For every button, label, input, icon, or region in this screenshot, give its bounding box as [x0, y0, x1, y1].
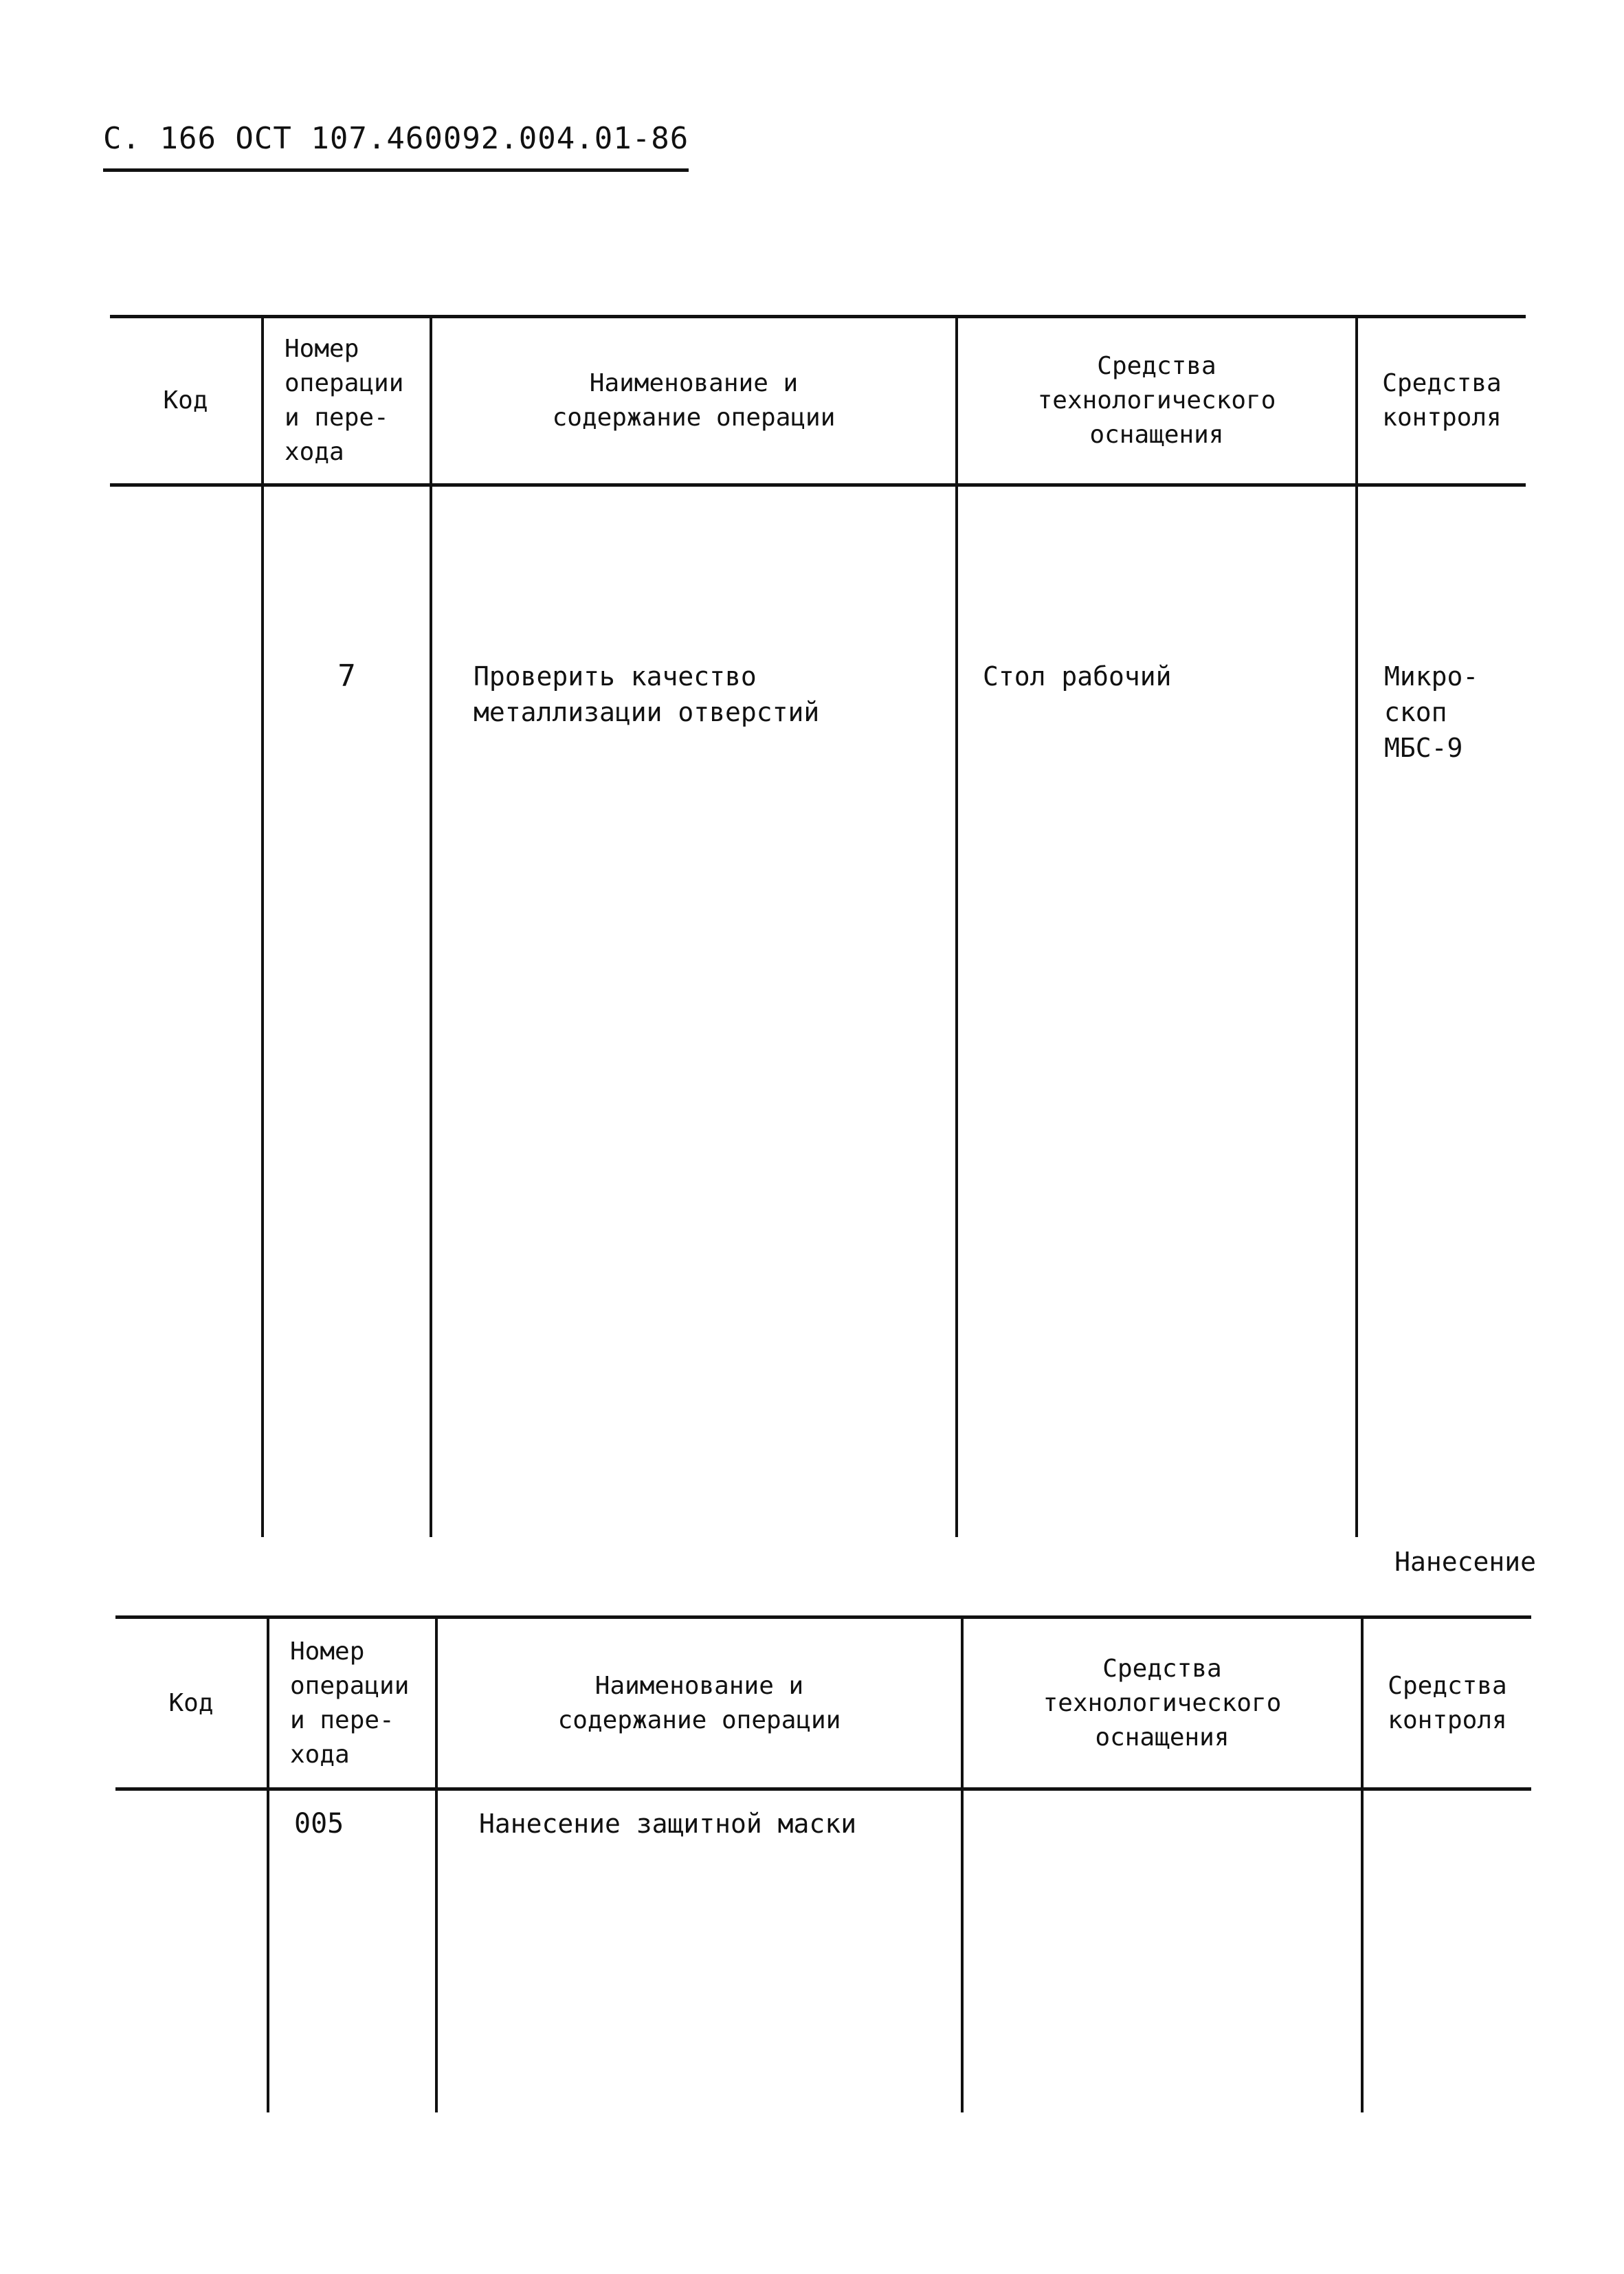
header-nomer: Номер операции и пере- хода [263, 317, 431, 485]
header-kod: Код [110, 317, 263, 485]
header-naimenovanie: Наименование и содержание операции [436, 1618, 962, 1789]
cell-sredstva-tech: Стол рабочий [957, 485, 1357, 1537]
header-sredstva-tech: Средства технологического оснащения [957, 317, 1357, 485]
cell-nomer: 7 [263, 485, 431, 1537]
header-sredstva-kontrolya: Средства контроля [1357, 317, 1526, 485]
operations-table-1 [110, 315, 1526, 1537]
header-kod: Код [115, 1618, 268, 1789]
table-header-row [110, 317, 1526, 485]
cell-nomer: 005 [268, 1789, 436, 2112]
table-row [110, 485, 1526, 1537]
cell-naimenovanie: Нанесение защитной маски [436, 1789, 962, 2112]
section-title: Нанесение [1394, 1547, 1536, 1577]
cell-sredstva-kontrolya [1362, 1789, 1531, 2112]
cell-kod [110, 485, 263, 1537]
header-sredstva-tech: Средства технологического оснащения [962, 1618, 1362, 1789]
page-header: С. 166 ОСТ 107.460092.004.01-86 [103, 121, 689, 172]
table-header-row [115, 1618, 1531, 1789]
cell-kod [115, 1789, 268, 2112]
header-nomer: Номер операции и пере- хода [268, 1618, 436, 1789]
table-row [115, 1789, 1531, 2112]
header-naimenovanie: Наименование и содержание операции [431, 317, 957, 485]
cell-sredstva-kontrolya: Микро- скоп МБС-9 [1357, 485, 1526, 1537]
cell-naimenovanie: Проверить качество металлизации отверстий [431, 485, 957, 1537]
operations-table-2 [115, 1615, 1531, 2112]
cell-sredstva-tech [962, 1789, 1362, 2112]
header-sredstva-kontrolya: Средства контроля [1362, 1618, 1531, 1789]
